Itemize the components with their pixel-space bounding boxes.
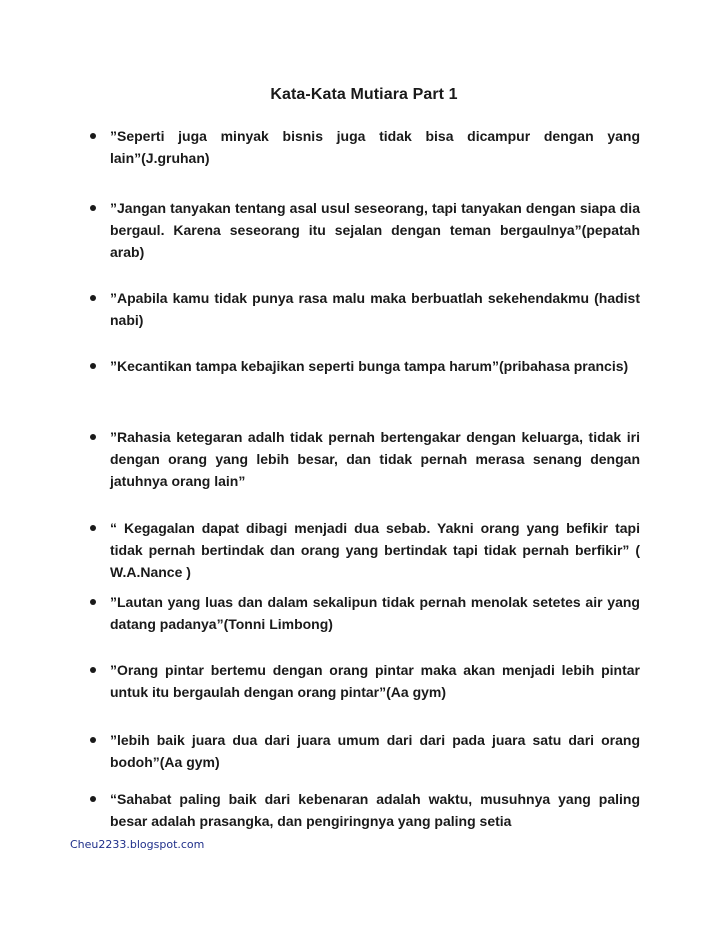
quote-item bbox=[110, 659, 640, 703]
quote-item bbox=[110, 287, 640, 331]
quote-item bbox=[110, 426, 640, 492]
quote-item bbox=[110, 517, 640, 583]
quote-text: ”lebih baik juara dua dari juara umum dari dari pada juara satu dari orang bodoh”(Aa gym) bbox=[110, 732, 640, 770]
quote-text: ”Kecantikan tampa kebajikan seperti bunga tampa harum”(pribahasa prancis) bbox=[110, 358, 629, 374]
quote-item bbox=[110, 197, 640, 263]
quote-text: ”Jangan tanyakan tentang asal usul seseorang, tapi tanyakan dengan siapa dia bergaul. Karena seseorang itu sejalan dengan teman bergaulnya”(pepatah arab) bbox=[110, 200, 640, 260]
quote-text: ”Lautan yang luas dan dalam sekalipun tidak pernah menolak setetes air yang datang padanya”(Tonni Limbong) bbox=[110, 594, 640, 632]
quote-item bbox=[110, 355, 640, 377]
quote-item bbox=[110, 125, 640, 169]
quote-text: ”Apabila kamu tidak punya rasa malu maka berbuatlah sekehendakmu (hadist nabi) bbox=[110, 290, 640, 328]
quote-text: ”Seperti juga minyak bisnis juga tidak bisa dicampur dengan yang lain”(J.gruhan) bbox=[110, 128, 640, 166]
quote-text: “ Kegagalan dapat dibagi menjadi dua sebab. Yakni orang yang befikir tapi tidak pernah bertindak dan orang yang bertindak tapi tidak pernah berfikir” ( W.A.Nance ) bbox=[110, 520, 640, 580]
quote-text: ”Rahasia ketegaran adalh tidak pernah bertengakar dengan keluarga, tidak iri dengan orang yang lebih besar, dan tidak pernah merasa senang dengan jatuhnya orang lain” bbox=[110, 429, 640, 489]
quote-item bbox=[110, 591, 640, 635]
quote-item bbox=[110, 729, 640, 773]
footer-source-text: Cheu2233.blogspot.com bbox=[70, 838, 205, 851]
quote-text: “Sahabat paling baik dari kebenaran adalah waktu, musuhnya yang paling besar adalah prasangka, dan pengiringnya yang paling setia bbox=[110, 791, 640, 829]
quote-text: ”Orang pintar bertemu dengan orang pintar maka akan menjadi lebih pintar untuk itu bergaulah dengan orang pintar”(Aa gym) bbox=[110, 662, 640, 700]
document-title: Kata-Kata Mutiara Part 1 bbox=[270, 86, 458, 103]
quote-item bbox=[110, 788, 640, 832]
